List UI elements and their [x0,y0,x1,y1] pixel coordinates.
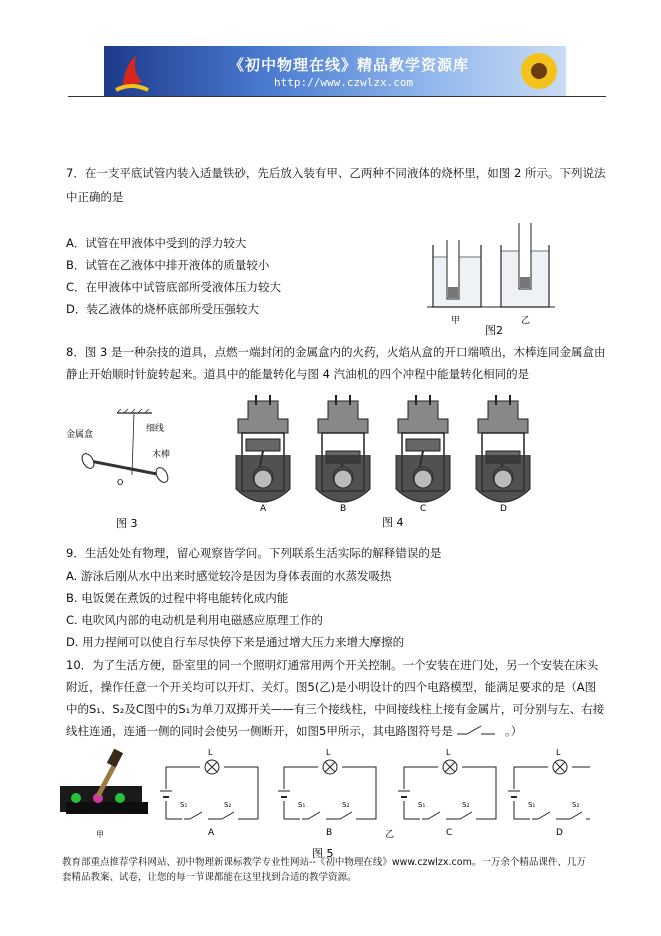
header-divider [68,96,606,97]
figure-2-caption: 图2 [485,324,503,337]
label-o: O [117,478,124,487]
q7-stem-line2: 中正确的是 [66,190,124,204]
q8-stem-line2: 静止开始顺时针旋转起来。道具中的能量转化与图 4 汽油机的四个冲程中能量转化相同的是 [66,367,530,381]
footer-line2: 套精品教案、试卷，让您的每一节课都能在这里找到合适的教学资源。 [62,872,357,883]
q10-line3: 中的S₁、S₂及C图中的S₁为单刀双掷开关——有三个接线柱，中间接线柱上接有金属片，可分别与左、右接 [66,702,605,716]
label-stick: 木棒 [152,450,171,460]
engine-cylinder-b [316,395,370,502]
engine-cylinder-c [396,395,450,502]
circuit-label-b: B [326,828,333,838]
spdt-switch-symbol [455,722,501,738]
q7-option-b: B．试管在乙液体中排开液体的质量较小 [66,258,270,272]
banner-title: 《初中物理在线》精品教学资源库 [229,56,470,74]
engine-label-d: D [500,504,507,514]
circuit-label-c: C [446,828,453,838]
q9-option-d: D. 用力捏闸可以使自行车尽快停下来是通过增大压力来增大摩擦的 [66,635,405,649]
q9-option-a: A. 游泳后刚从水中出来时感觉较冷是因为身体表面的水蒸发吸热 [66,569,392,583]
q7-option-c: C．在甲液体中试管底部所受液体压力较大 [66,280,282,294]
engine-label-a: A [260,504,267,514]
figure-5-switch-photo [58,740,158,840]
stick [90,461,162,475]
s2-label-a: S₂ [224,801,232,809]
q7-option-a: A．试管在甲液体中受到的浮力较大 [66,236,247,250]
label-string: 细线 [146,424,165,434]
logo-icon [112,52,152,92]
s2-label-b: S₂ [342,801,350,809]
header-banner [104,46,566,96]
q10-line4: 线柱连通，连通一侧的同时会使另一侧断开，如图5甲所示，其电路图符号是 [66,724,453,738]
q7-option-d: D．装乙液体的烧杯底部所受压强较大 [66,302,259,316]
banner-url: http://www.czwlzx.com [274,76,414,89]
q8-stem-line1: 8．图 3 是一种杂技的道具，点燃一端封闭的金属盒内的火药，火焰从盒的开口端喷出，木棒连同金属盒由 [66,345,606,359]
figure-5-caption: 图 5 [312,847,334,860]
s1-label-d: S₁ [528,801,536,809]
figure-3-caption: 图 3 [116,517,138,530]
circuit-label-d: D [556,828,563,838]
q9-option-c: C. 电吹风内部的电动机是利用电磁感应原理工作的 [66,613,323,627]
metal-box-left [80,452,97,471]
label-circuits-yi: 乙 [385,830,395,840]
figure-5-circuits [160,745,590,860]
label-yi: 乙 [521,316,531,326]
lamp-label-b: L [326,748,331,757]
metal-box-right [154,466,171,485]
label-switch-jia: 甲 [96,830,104,839]
beaker-yi [501,223,549,307]
engine-cylinder-a [236,395,290,502]
q10-line2: 附近，操作任意一个开关均可以开灯、关灯。图5(乙)是小明设计的四个电路模型，能满足要求的是（A图 [66,680,597,694]
figure-3-prop [62,405,192,530]
s1-label-a: S₁ [180,801,188,809]
engine-label-b: B [340,504,347,514]
lamp-label-d: L [556,748,561,757]
s1-label-c: S₁ [418,801,426,809]
s2-label-c: S₂ [462,801,470,809]
sunflower-icon [514,48,564,94]
label-metal-box: 金属盒 [66,430,94,440]
circuit-d [508,759,590,825]
engine-cylinder-d [476,395,530,502]
q9-option-b: B. 电饭煲在煮饭的过程中将电能转化成内能 [66,591,289,605]
footer-line1: 教育部重点推荐学科网站、初中物理新课标教学专业性网站--《初中物理在线》www.czwlzx.com。一万余个精品课件、几万 [62,857,586,868]
q7-stem-line1: 7．在一支平底试管内装入适量铁砂，先后放入装有甲、乙两种不同液体的烧杯里，如图 2 所示。下列说法 [66,166,606,180]
circuit-c [398,759,496,825]
figure-2-beakers [425,215,565,340]
q9-stem: 9．生活处处有物理，留心观察皆学问。下列联系生活实际的解释错误的是 [66,546,442,560]
lamp-label-c: L [446,748,451,757]
q10-line4-tail: 。） [505,724,523,738]
engine-label-c: C [420,504,427,514]
lamp-label-a: L [208,748,213,757]
s2-label-d: S₂ [572,801,580,809]
circuit-label-a: A [208,828,215,838]
figure-4-caption: 图 4 [382,516,404,529]
s1-label-b: S₁ [298,801,306,809]
circuit-a [160,759,258,825]
string-line [132,413,134,475]
figure-4-engines [230,393,550,533]
q10-line1: 10．为了生活方便，卧室里的同一个照明灯通常用两个开关控制。一个安装在进门处，另一个安装在床头 [66,658,599,672]
circuit-b [278,759,376,825]
beaker-jia [433,240,481,307]
label-jia: 甲 [451,316,461,326]
